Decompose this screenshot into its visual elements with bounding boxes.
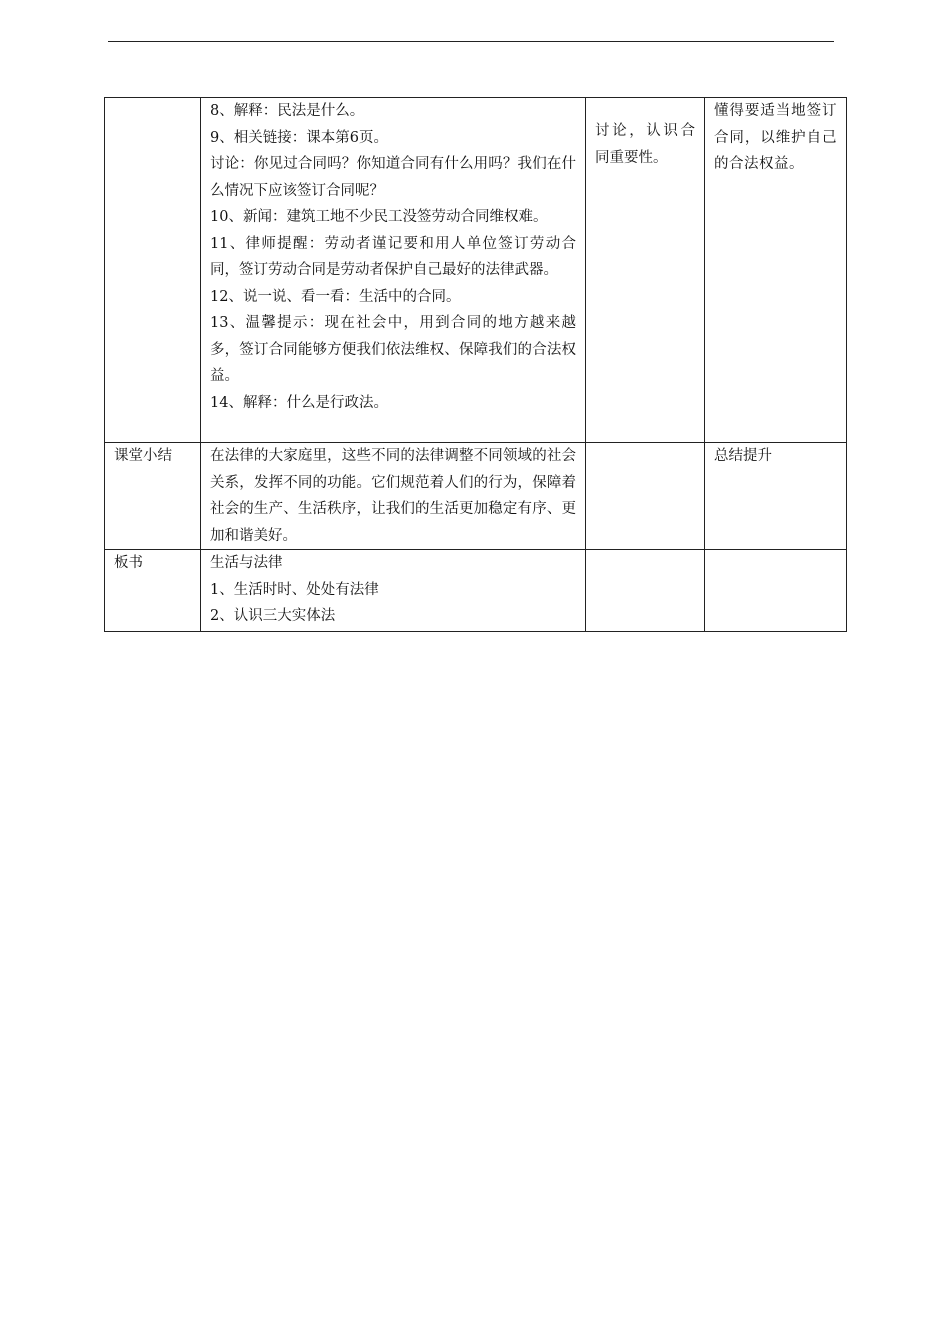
content-line: 10、新闻：建筑工地不少民工没签劳动合同维权难。 [210,209,548,225]
content-line: 13、温馨提示：现在社会中，用到合同的地方越来越多，签订合同能够方便我们依法维权、保障我们的合法权益。 [210,315,576,384]
activity-text: 讨论，认识合同重要性。 [595,123,695,166]
content-line: 生活与法律 [210,555,283,571]
content-line: 2、认识三大实体法 [210,608,336,624]
row-label: 课堂小结 [105,443,201,550]
table-row [105,443,847,550]
row-goal [705,550,847,632]
content-line: 12、说一说、看一看：生活中的合同。 [210,288,461,305]
lesson-plan-table [104,97,847,632]
header-rule [108,41,834,42]
table-row [105,98,847,443]
row-label [105,98,201,443]
row-content [201,550,586,632]
row-content [201,443,586,550]
content-line: 9、相关链接：课本第6页。 [210,129,388,146]
row-activity [586,98,705,443]
table-row [105,550,847,632]
row-activity [586,443,705,550]
content-line: 11、律师提醒：劳动者谨记要和用人单位签订劳动合同，签订劳动合同是劳动者保护自己最好的法律武器。 [210,235,576,278]
content-line: 8、解释：民法是什么。 [210,103,365,119]
goal-text: 懂得要适当地签订合同，以维护自己的合法权益。 [714,103,837,172]
row-goal [705,98,847,443]
content-line: 14、解释：什么是行政法。 [210,394,388,411]
content-line: 1、生活时时、处处有法律 [210,581,379,598]
row-content [201,98,586,443]
content-line: 在法律的大家庭里，这些不同的法律调整不同领域的社会关系，发挥不同的功能。它们规范着人们的行为，保障着社会的生产、生活秩序，让我们的生活更加稳定有序、更加和谐美好。 [210,448,576,544]
row-label: 板书 [105,550,201,632]
row-goal: 总结提升 [705,443,847,550]
row-activity [586,550,705,632]
content-line: 讨论：你见过合同吗？你知道合同有什么用吗？我们在什么情况下应该签订合同呢？ [210,156,576,199]
